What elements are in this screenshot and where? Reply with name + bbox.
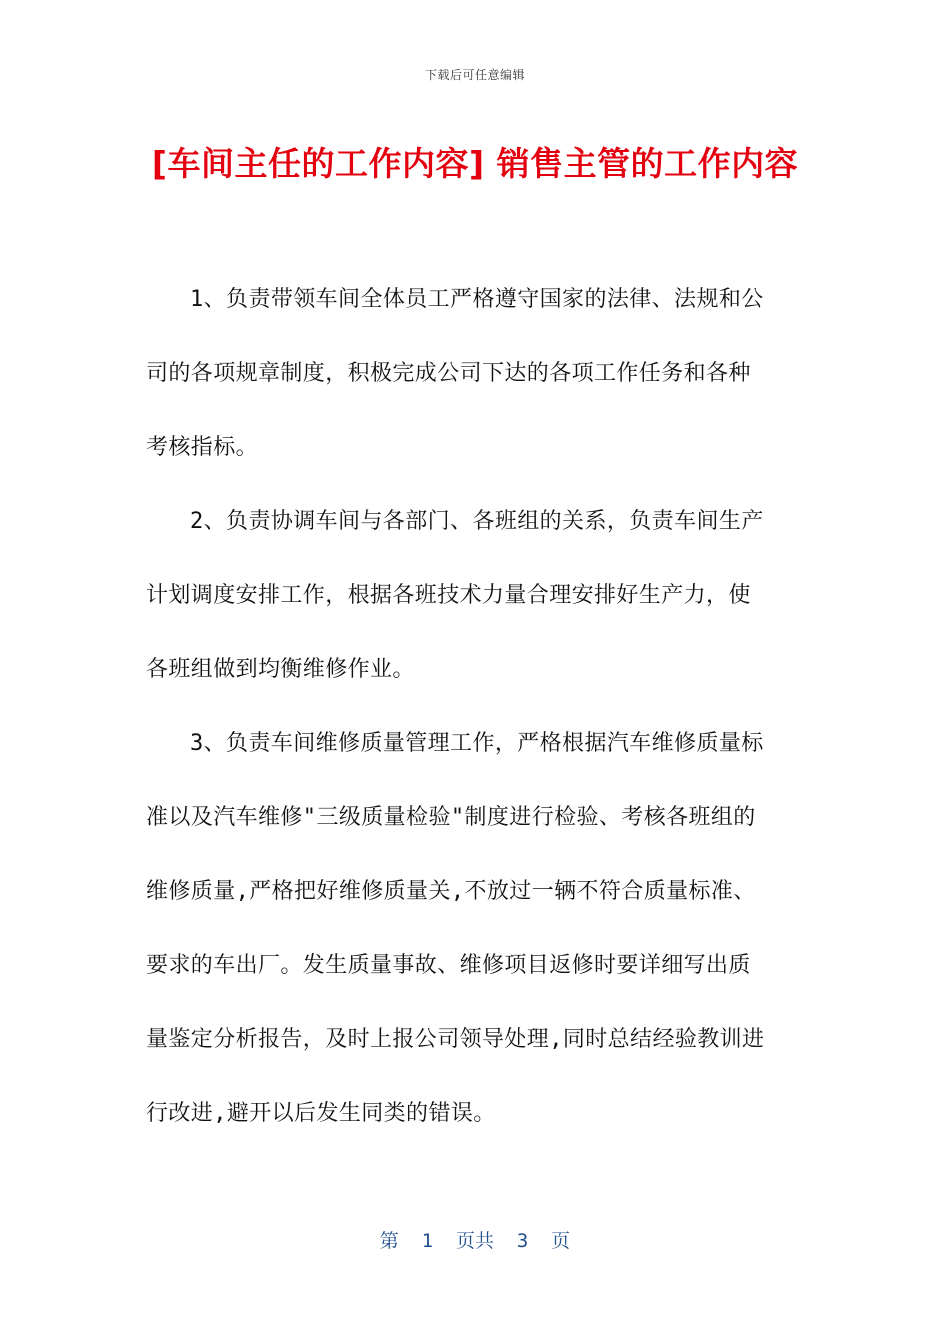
header-note: 下载后可任意编辑: [424, 68, 525, 82]
paragraph-1-line-2: 司的各项规章制度，积极完成公司下达的各项工作任务和各种: [146, 361, 751, 386]
paragraph-1-line-3: 考核指标。: [146, 435, 259, 460]
paragraph-3-line-2: 准以及汽车维修"三级质量检验"制度进行检验、考核各班组的: [146, 805, 756, 830]
page-number-footer: 第 1 页共 3 页: [379, 1230, 571, 1252]
paragraph-2-line-1: 2、负责协调车间与各部门、各班组的关系，负责车间生产: [190, 509, 764, 534]
paragraph-3-line-6: 行改进,避开以后发生同类的错误。: [146, 1101, 496, 1126]
document-body: [146, 275, 808, 1163]
paragraph-2-line-3: 各班组做到均衡维修作业。: [146, 657, 415, 682]
paragraph-3-line-5: 量鉴定分析报告，及时上报公司领导处理,同时总结经验教训进: [146, 1027, 765, 1052]
paragraph-2-line-2: 计划调度安排工作，根据各班技术力量合理安排好生产力，使: [146, 583, 751, 608]
paragraph-3-line-4: 要求的车出厂。发生质量事故、维修项目返修时要详细写出质: [146, 953, 751, 978]
paragraph-3-line-1: 3、负责车间维修质量管理工作，严格根据汽车维修质量标: [190, 731, 764, 756]
document-title: [车间主任的工作内容] 销售主管的工作内容: [151, 144, 799, 183]
paragraph-3-line-3: 维修质量,严格把好维修质量关,不放过一辆不符合质量标准、: [146, 879, 756, 904]
paragraph-1-line-1: 1、负责带领车间全体员工严格遵守国家的法律、法规和公: [190, 287, 764, 312]
